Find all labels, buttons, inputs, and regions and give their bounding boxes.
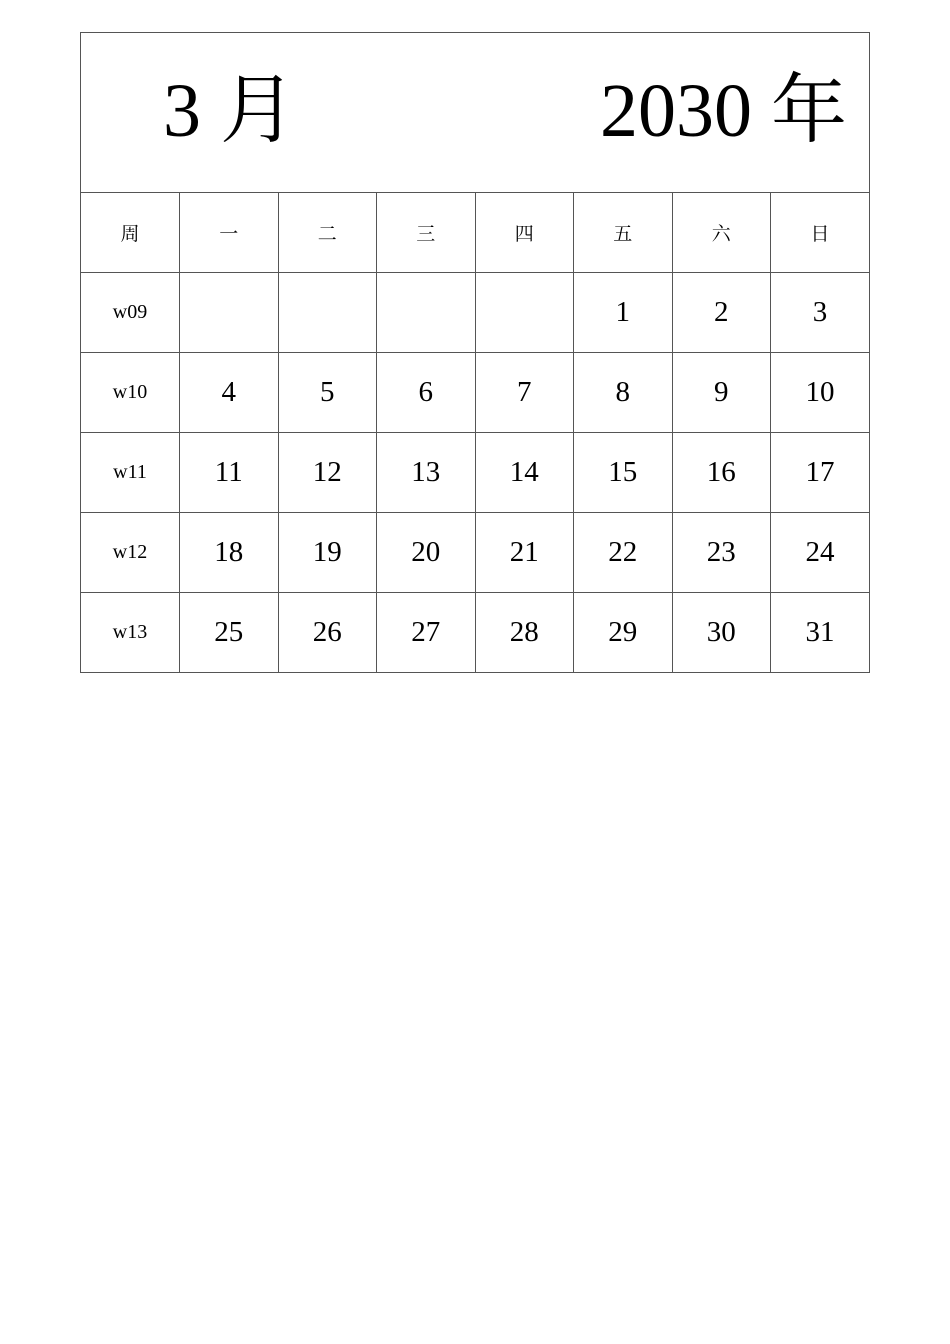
day-cell: 9 xyxy=(672,353,771,433)
week-row xyxy=(81,353,869,433)
week-row xyxy=(81,433,869,513)
day-cell: 8 xyxy=(574,353,673,433)
day-cell: 30 xyxy=(672,593,771,673)
day-cell: 16 xyxy=(672,433,771,513)
day-cell: 10 xyxy=(771,353,870,433)
day-cell: 5 xyxy=(278,353,377,433)
week-number: w12 xyxy=(81,513,180,593)
calendar-grid xyxy=(81,193,869,672)
weekday-header-fri: 五 xyxy=(574,193,673,273)
weekday-header-sat: 六 xyxy=(672,193,771,273)
day-cell: 29 xyxy=(574,593,673,673)
weekday-header-sun: 日 xyxy=(771,193,870,273)
weekday-header-row xyxy=(81,193,869,273)
day-cell: 24 xyxy=(771,513,870,593)
day-cell: 2 xyxy=(672,273,771,353)
day-cell: 14 xyxy=(475,433,574,513)
week-number: w09 xyxy=(81,273,180,353)
week-row xyxy=(81,513,869,593)
day-cell: 15 xyxy=(574,433,673,513)
week-number: w11 xyxy=(81,433,180,513)
day-cell: 21 xyxy=(475,513,574,593)
day-cell xyxy=(278,273,377,353)
day-cell xyxy=(377,273,476,353)
week-number: w13 xyxy=(81,593,180,673)
day-cell: 12 xyxy=(278,433,377,513)
day-cell xyxy=(475,273,574,353)
month-title: 3 月 xyxy=(163,69,296,153)
day-cell: 19 xyxy=(278,513,377,593)
day-cell: 22 xyxy=(574,513,673,593)
day-cell: 28 xyxy=(475,593,574,673)
day-cell: 26 xyxy=(278,593,377,673)
day-cell: 25 xyxy=(180,593,279,673)
day-cell: 31 xyxy=(805,616,835,648)
year-title: 2030 年 xyxy=(600,69,847,153)
weekday-header-tue: 二 xyxy=(278,193,377,273)
week-number: w10 xyxy=(81,353,180,433)
calendar-header xyxy=(81,33,869,193)
day-cell: 6 xyxy=(377,353,476,433)
day-cell: 17 xyxy=(771,433,870,513)
day-cell: 7 xyxy=(475,353,574,433)
weekday-header-wed: 三 xyxy=(377,193,476,273)
day-cell: 4 xyxy=(180,353,279,433)
day-cell: 3 xyxy=(771,273,870,353)
day-cell: 27 xyxy=(377,593,476,673)
weekday-header-thu: 四 xyxy=(475,193,574,273)
day-cell: 23 xyxy=(672,513,771,593)
day-cell: 11 xyxy=(180,433,279,513)
day-cell: 18 xyxy=(180,513,279,593)
week-row xyxy=(81,273,869,353)
day-cell: 20 xyxy=(377,513,476,593)
calendar xyxy=(80,32,870,673)
week-column-header: 周 xyxy=(81,193,180,273)
weekday-header-mon: 一 xyxy=(180,193,279,273)
day-cell: 13 xyxy=(377,433,476,513)
week-row xyxy=(81,593,869,673)
day-cell: 1 xyxy=(574,273,673,353)
day-cell xyxy=(180,273,279,353)
